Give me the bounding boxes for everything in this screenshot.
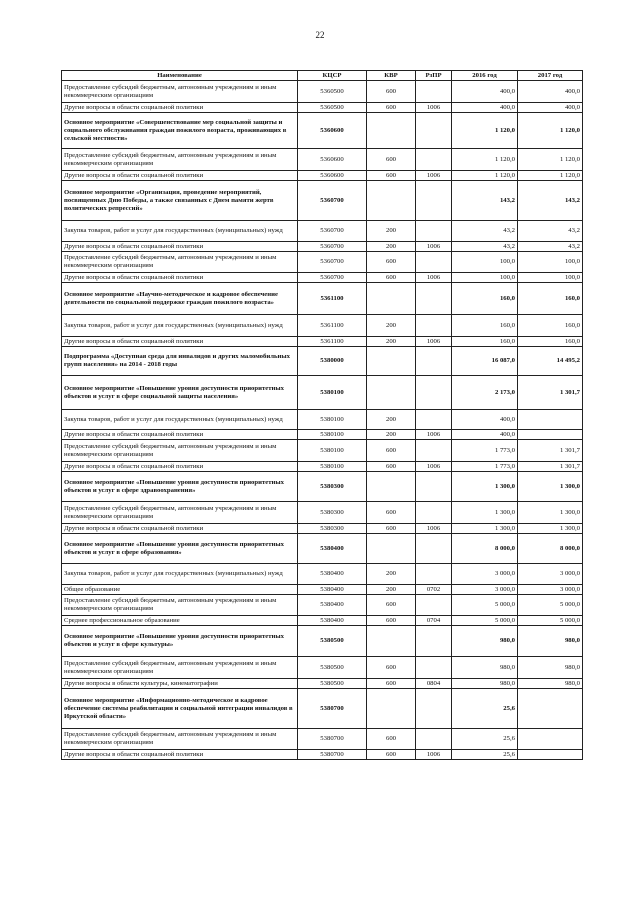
cell-2016: 16 087,0 (452, 347, 518, 376)
cell-rzpr (416, 657, 452, 679)
cell-kcsr: 5380500 (298, 657, 367, 679)
cell-2016: 3 000,0 (452, 564, 518, 585)
cell-rzpr: 0704 (416, 616, 452, 626)
cell-2017: 1 300,0 (518, 502, 583, 524)
cell-2016: 160,0 (452, 315, 518, 337)
cell-name: Основное мероприятие «Повышение уровня доступности приоритетных объектов и услуг в сфере здравоохранения» (62, 472, 298, 502)
table-row (62, 181, 583, 221)
cell-kvr: 200 (367, 430, 416, 440)
cell-rzpr (416, 283, 452, 315)
cell-name: Основное мероприятие «Повышение уровня доступности приоритетных объектов и услуг в сфере образования» (62, 534, 298, 564)
cell-name: Предоставление субсидий бюджетным, автономным учреждениям и иным некоммерческим организациям (62, 502, 298, 524)
cell-kcsr: 5360700 (298, 242, 367, 252)
cell-name: Другие вопросы в области социальной политики (62, 430, 298, 440)
cell-2017: 5 000,0 (518, 616, 583, 626)
table-row (62, 616, 583, 626)
cell-name: Закупка товаров, работ и услуг для государственных (муниципальных) нужд (62, 315, 298, 337)
cell-rzpr (416, 252, 452, 273)
cell-2017: 143,2 (518, 181, 583, 221)
table-row (62, 410, 583, 430)
cell-name: Основное мероприятие «Повышение уровня доступности приоритетных объектов и услуг в сфере социальной защиты населения» (62, 376, 298, 410)
cell-kcsr: 5380700 (298, 689, 367, 729)
budget-table (61, 70, 583, 760)
cell-2017: 3 000,0 (518, 585, 583, 595)
cell-2017: 14 495,2 (518, 347, 583, 376)
cell-rzpr (416, 472, 452, 502)
cell-kvr: 600 (367, 252, 416, 273)
table-row (62, 472, 583, 502)
cell-name: Закупка товаров, работ и услуг для государственных (муниципальных) нужд (62, 410, 298, 430)
cell-rzpr (416, 113, 452, 149)
cell-2017 (518, 750, 583, 760)
cell-kvr: 200 (367, 221, 416, 242)
cell-kvr: 600 (367, 81, 416, 103)
cell-rzpr: 1006 (416, 242, 452, 252)
cell-rzpr: 1006 (416, 273, 452, 283)
cell-2016: 980,0 (452, 657, 518, 679)
cell-kcsr: 5380300 (298, 472, 367, 502)
cell-rzpr (416, 315, 452, 337)
table-row (62, 729, 583, 750)
cell-kvr: 200 (367, 337, 416, 347)
cell-2017: 1 301,7 (518, 376, 583, 410)
cell-name: Другие вопросы в области социальной политики (62, 273, 298, 283)
cell-name: Подпрограмма «Доступная среда для инвалидов и других маломобильных групп населения» на 2014 - 2018 годы (62, 347, 298, 376)
table-row (62, 750, 583, 760)
cell-rzpr (416, 221, 452, 242)
table-row (62, 103, 583, 113)
cell-rzpr (416, 729, 452, 750)
cell-2017: 1 301,7 (518, 440, 583, 462)
cell-rzpr (416, 626, 452, 657)
cell-rzpr: 1006 (416, 462, 452, 472)
cell-kvr (367, 626, 416, 657)
cell-kvr: 600 (367, 616, 416, 626)
cell-2017: 100,0 (518, 273, 583, 283)
cell-2016: 143,2 (452, 181, 518, 221)
cell-rzpr (416, 689, 452, 729)
table-row (62, 273, 583, 283)
cell-2016: 25,6 (452, 750, 518, 760)
cell-kcsr: 5361100 (298, 315, 367, 337)
table-row (62, 221, 583, 242)
cell-kvr (367, 689, 416, 729)
table-row (62, 502, 583, 524)
cell-2017 (518, 729, 583, 750)
cell-2017: 8 000,0 (518, 534, 583, 564)
cell-rzpr: 1006 (416, 171, 452, 181)
table-row (62, 283, 583, 315)
cell-kvr: 600 (367, 462, 416, 472)
table-row (62, 81, 583, 103)
table-row (62, 315, 583, 337)
cell-2016: 1 773,0 (452, 462, 518, 472)
header-name: Наименование (62, 71, 298, 81)
table-header-row (62, 71, 583, 81)
cell-rzpr (416, 81, 452, 103)
cell-kvr: 200 (367, 410, 416, 430)
cell-2016: 8 000,0 (452, 534, 518, 564)
cell-2016: 400,0 (452, 81, 518, 103)
cell-kcsr: 5380500 (298, 626, 367, 657)
table-row (62, 462, 583, 472)
cell-kvr: 200 (367, 585, 416, 595)
cell-kcsr: 5380400 (298, 564, 367, 585)
cell-kvr (367, 283, 416, 315)
cell-name: Общее образование (62, 585, 298, 595)
cell-kcsr: 5380300 (298, 524, 367, 534)
cell-kvr: 600 (367, 729, 416, 750)
cell-rzpr: 0804 (416, 679, 452, 689)
cell-2016: 100,0 (452, 252, 518, 273)
cell-2016: 1 120,0 (452, 171, 518, 181)
cell-kcsr: 5380100 (298, 376, 367, 410)
cell-2016: 980,0 (452, 626, 518, 657)
cell-rzpr (416, 534, 452, 564)
cell-name: Другие вопросы в области социальной политики (62, 103, 298, 113)
cell-kvr (367, 534, 416, 564)
cell-kvr (367, 113, 416, 149)
cell-name: Другие вопросы в области социальной политики (62, 242, 298, 252)
table-row (62, 679, 583, 689)
cell-2017: 980,0 (518, 679, 583, 689)
header-2017: 2017 год (518, 71, 583, 81)
cell-rzpr: 0702 (416, 585, 452, 595)
cell-kvr: 600 (367, 171, 416, 181)
header-kcsr: КЦСР (298, 71, 367, 81)
cell-2016: 43,2 (452, 221, 518, 242)
cell-2016: 5 000,0 (452, 595, 518, 616)
table-row (62, 440, 583, 462)
table-row (62, 564, 583, 585)
cell-2017: 980,0 (518, 626, 583, 657)
cell-rzpr: 1006 (416, 750, 452, 760)
cell-name: Другие вопросы в области социальной политики (62, 171, 298, 181)
header-2016: 2016 год (452, 71, 518, 81)
table-row (62, 595, 583, 616)
cell-kvr (367, 181, 416, 221)
cell-kcsr: 5380400 (298, 534, 367, 564)
cell-kvr: 600 (367, 657, 416, 679)
table-row (62, 242, 583, 252)
cell-2017: 400,0 (518, 81, 583, 103)
cell-2017: 5 000,0 (518, 595, 583, 616)
cell-2017: 160,0 (518, 315, 583, 337)
cell-2016: 400,0 (452, 103, 518, 113)
cell-name: Другие вопросы в области культуры, кинематографии (62, 679, 298, 689)
cell-name: Предоставление субсидий бюджетным, автономным учреждениям и иным некоммерческим организациям (62, 729, 298, 750)
table-row (62, 347, 583, 376)
cell-kcsr: 5360700 (298, 181, 367, 221)
cell-2017 (518, 410, 583, 430)
cell-kvr: 200 (367, 315, 416, 337)
cell-name: Основное мероприятие «Научно-методическое и кадровое обеспечение деятельности по социальной поддержке граждан пожилого возраста» (62, 283, 298, 315)
cell-kcsr: 5380000 (298, 347, 367, 376)
cell-kcsr: 5360600 (298, 171, 367, 181)
cell-kvr: 600 (367, 502, 416, 524)
cell-rzpr (416, 502, 452, 524)
cell-kcsr: 5380100 (298, 440, 367, 462)
cell-kvr: 600 (367, 679, 416, 689)
cell-2016: 160,0 (452, 337, 518, 347)
header-kvr: КВР (367, 71, 416, 81)
cell-rzpr (416, 440, 452, 462)
cell-kcsr: 5360700 (298, 273, 367, 283)
table-row (62, 534, 583, 564)
table-row (62, 585, 583, 595)
cell-kcsr: 5360500 (298, 103, 367, 113)
cell-2016: 1 300,0 (452, 502, 518, 524)
cell-2017: 1 301,7 (518, 462, 583, 472)
cell-name: Другие вопросы в области социальной политики (62, 524, 298, 534)
table-row (62, 113, 583, 149)
cell-2017: 100,0 (518, 252, 583, 273)
cell-rzpr (416, 410, 452, 430)
cell-kcsr: 5380100 (298, 462, 367, 472)
cell-2016: 1 300,0 (452, 524, 518, 534)
cell-name: Закупка товаров, работ и услуг для государственных (муниципальных) нужд (62, 221, 298, 242)
cell-kvr: 200 (367, 242, 416, 252)
cell-kvr: 600 (367, 149, 416, 171)
table-row (62, 149, 583, 171)
cell-2016: 43,2 (452, 242, 518, 252)
cell-2016: 3 000,0 (452, 585, 518, 595)
cell-kcsr: 5380700 (298, 729, 367, 750)
cell-2017: 1 120,0 (518, 171, 583, 181)
cell-name: Другие вопросы в области социальной политики (62, 337, 298, 347)
cell-rzpr (416, 347, 452, 376)
cell-kcsr: 5380100 (298, 430, 367, 440)
cell-rzpr (416, 564, 452, 585)
cell-kcsr: 5360700 (298, 221, 367, 242)
cell-2016: 160,0 (452, 283, 518, 315)
cell-rzpr: 1006 (416, 430, 452, 440)
table-row (62, 657, 583, 679)
cell-2017: 43,2 (518, 221, 583, 242)
cell-rzpr: 1006 (416, 103, 452, 113)
cell-2016: 400,0 (452, 430, 518, 440)
cell-rzpr (416, 149, 452, 171)
cell-name: Другие вопросы в области социальной политики (62, 750, 298, 760)
cell-kvr: 600 (367, 440, 416, 462)
cell-2016: 1 300,0 (452, 472, 518, 502)
cell-kcsr: 5380400 (298, 595, 367, 616)
cell-kcsr: 5360600 (298, 113, 367, 149)
cell-name: Другие вопросы в области социальной политики (62, 462, 298, 472)
cell-kvr (367, 376, 416, 410)
cell-2016: 100,0 (452, 273, 518, 283)
cell-2017: 1 120,0 (518, 149, 583, 171)
cell-2017: 160,0 (518, 283, 583, 315)
cell-2017: 1 300,0 (518, 524, 583, 534)
cell-name: Основное мероприятие «Организация, проведение мероприятий, посвященных Дню Победы, а также связанных с Днем памяти жертв политических репрессий» (62, 181, 298, 221)
cell-2016: 1 120,0 (452, 149, 518, 171)
cell-name: Предоставление субсидий бюджетным, автономным учреждениям и иным некоммерческим организациям (62, 595, 298, 616)
cell-kvr: 600 (367, 273, 416, 283)
cell-2017 (518, 689, 583, 729)
cell-2017: 3 000,0 (518, 564, 583, 585)
cell-name: Основное мероприятие «Совершенствование мер социальной защиты и социального обслуживания граждан пожилого возраста, проживающих в сельской местности» (62, 113, 298, 149)
table-row (62, 524, 583, 534)
cell-name: Закупка товаров, работ и услуг для государственных (муниципальных) нужд (62, 564, 298, 585)
cell-kvr: 600 (367, 595, 416, 616)
cell-rzpr (416, 376, 452, 410)
cell-kvr (367, 472, 416, 502)
cell-rzpr (416, 595, 452, 616)
cell-kvr: 200 (367, 564, 416, 585)
cell-kcsr: 5360600 (298, 149, 367, 171)
cell-rzpr (416, 181, 452, 221)
table-row (62, 171, 583, 181)
cell-2017 (518, 430, 583, 440)
cell-rzpr: 1006 (416, 337, 452, 347)
cell-2016: 25,6 (452, 729, 518, 750)
cell-name: Предоставление субсидий бюджетным, автономным учреждениям и иным некоммерческим организациям (62, 440, 298, 462)
cell-name: Основное мероприятие «Повышение уровня доступности приоритетных объектов и услуг в сфере культуры» (62, 626, 298, 657)
cell-2016: 980,0 (452, 679, 518, 689)
cell-2016: 25,6 (452, 689, 518, 729)
cell-kcsr: 5360500 (298, 81, 367, 103)
cell-kvr: 600 (367, 750, 416, 760)
cell-2017: 43,2 (518, 242, 583, 252)
cell-kcsr: 5380100 (298, 410, 367, 430)
cell-name: Среднее профессиональное образование (62, 616, 298, 626)
table-row (62, 430, 583, 440)
cell-kcsr: 5380400 (298, 616, 367, 626)
table-row (62, 689, 583, 729)
table-row (62, 252, 583, 273)
cell-name: Основное мероприятие «Информационно-методическое и кадровое обеспечение системы реабилитации и социальной интеграции инвалидов в Иркутской области» (62, 689, 298, 729)
cell-2016: 1 773,0 (452, 440, 518, 462)
cell-2017: 1 120,0 (518, 113, 583, 149)
cell-kcsr: 5361100 (298, 283, 367, 315)
cell-2016: 5 000,0 (452, 616, 518, 626)
cell-2016: 1 120,0 (452, 113, 518, 149)
cell-2017: 400,0 (518, 103, 583, 113)
cell-2017: 1 300,0 (518, 472, 583, 502)
cell-kcsr: 5380500 (298, 679, 367, 689)
cell-kcsr: 5380700 (298, 750, 367, 760)
cell-name: Предоставление субсидий бюджетным, автономным учреждениям и иным некоммерческим организациям (62, 81, 298, 103)
cell-kvr: 600 (367, 524, 416, 534)
cell-kvr: 600 (367, 103, 416, 113)
cell-kvr (367, 347, 416, 376)
cell-2016: 400,0 (452, 410, 518, 430)
cell-name: Предоставление субсидий бюджетным, автономным учреждениям и иным некоммерческим организациям (62, 252, 298, 273)
cell-2017: 160,0 (518, 337, 583, 347)
cell-name: Предоставление субсидий бюджетным, автономным учреждениям и иным некоммерческим организациям (62, 657, 298, 679)
cell-2017: 980,0 (518, 657, 583, 679)
cell-kcsr: 5380300 (298, 502, 367, 524)
cell-kcsr: 5380400 (298, 585, 367, 595)
cell-kcsr: 5360700 (298, 252, 367, 273)
header-rzpr: РзПР (416, 71, 452, 81)
table-row (62, 376, 583, 410)
cell-rzpr: 1006 (416, 524, 452, 534)
cell-2016: 2 173,0 (452, 376, 518, 410)
page-number: 22 (315, 30, 325, 40)
cell-kcsr: 5361100 (298, 337, 367, 347)
table-row (62, 626, 583, 657)
cell-name: Предоставление субсидий бюджетным, автономным учреждениям и иным некоммерческим организациям (62, 149, 298, 171)
table-row (62, 337, 583, 347)
